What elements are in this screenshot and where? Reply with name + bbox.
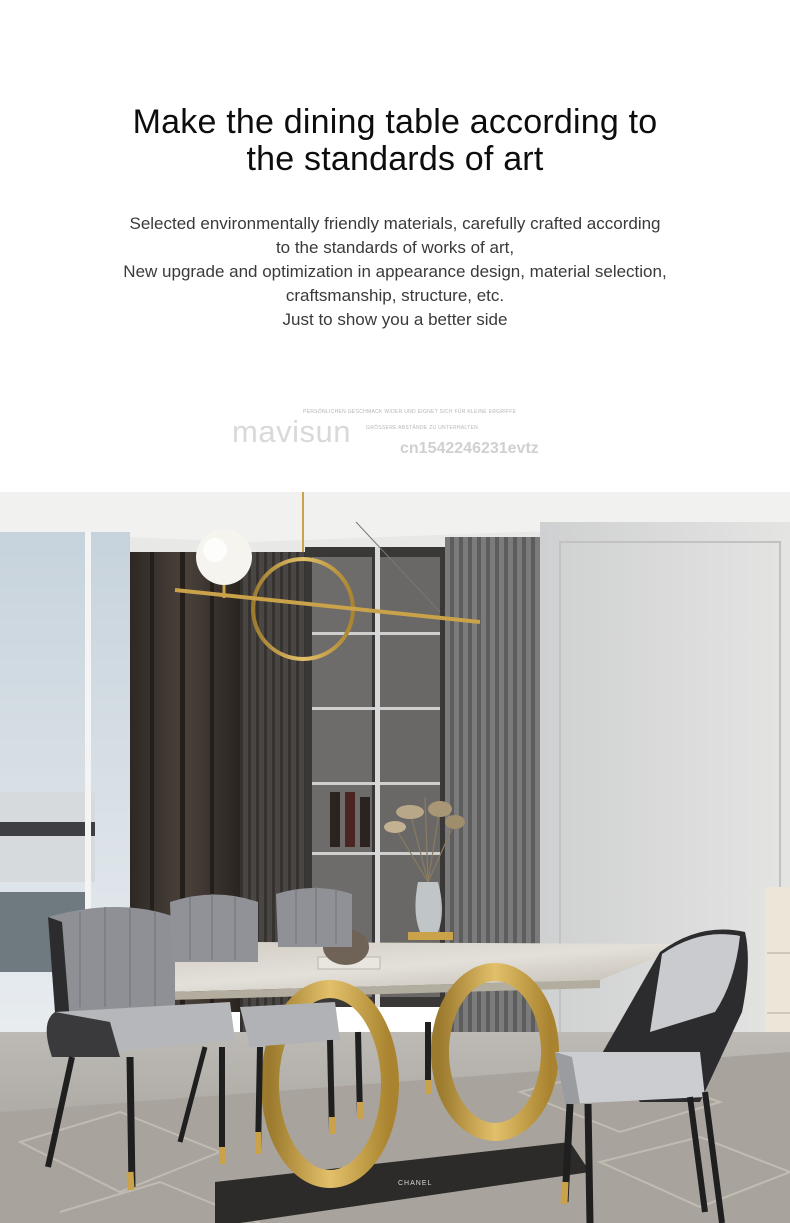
watermark-small-text-1: PERSÖNLICHEN GESCHMACK WIDER UND EIGNET SICH FÜR KLEINE ERGRIFFE [303,409,517,415]
description-line-5: Just to show you a better side [282,310,508,329]
description [0,212,790,332]
headline-line-2: the standards of art [246,140,544,178]
dining-room-photo [0,492,790,1223]
description-line-3: New upgrade and optimization in appearance design, material selection, [123,262,667,281]
shelf-label-chanel: CHANEL [398,1180,433,1187]
description-line-4: craftsmanship, structure, etc. [285,286,505,305]
description-line-1: Selected environmentally friendly materials, carefully crafted according [129,214,661,233]
headline [0,104,790,178]
watermark-small-text-2: GRÖSSERE ABSTÄNDE ZU UNTERHALTEN [366,425,479,431]
description-line-2: to the standards of works of art, [275,238,515,257]
headline-line-1: Make the dining table according to [132,103,658,141]
watermark-store-code: cn1542246231evtz [400,440,539,457]
watermark-brand: mavisun [232,414,351,449]
